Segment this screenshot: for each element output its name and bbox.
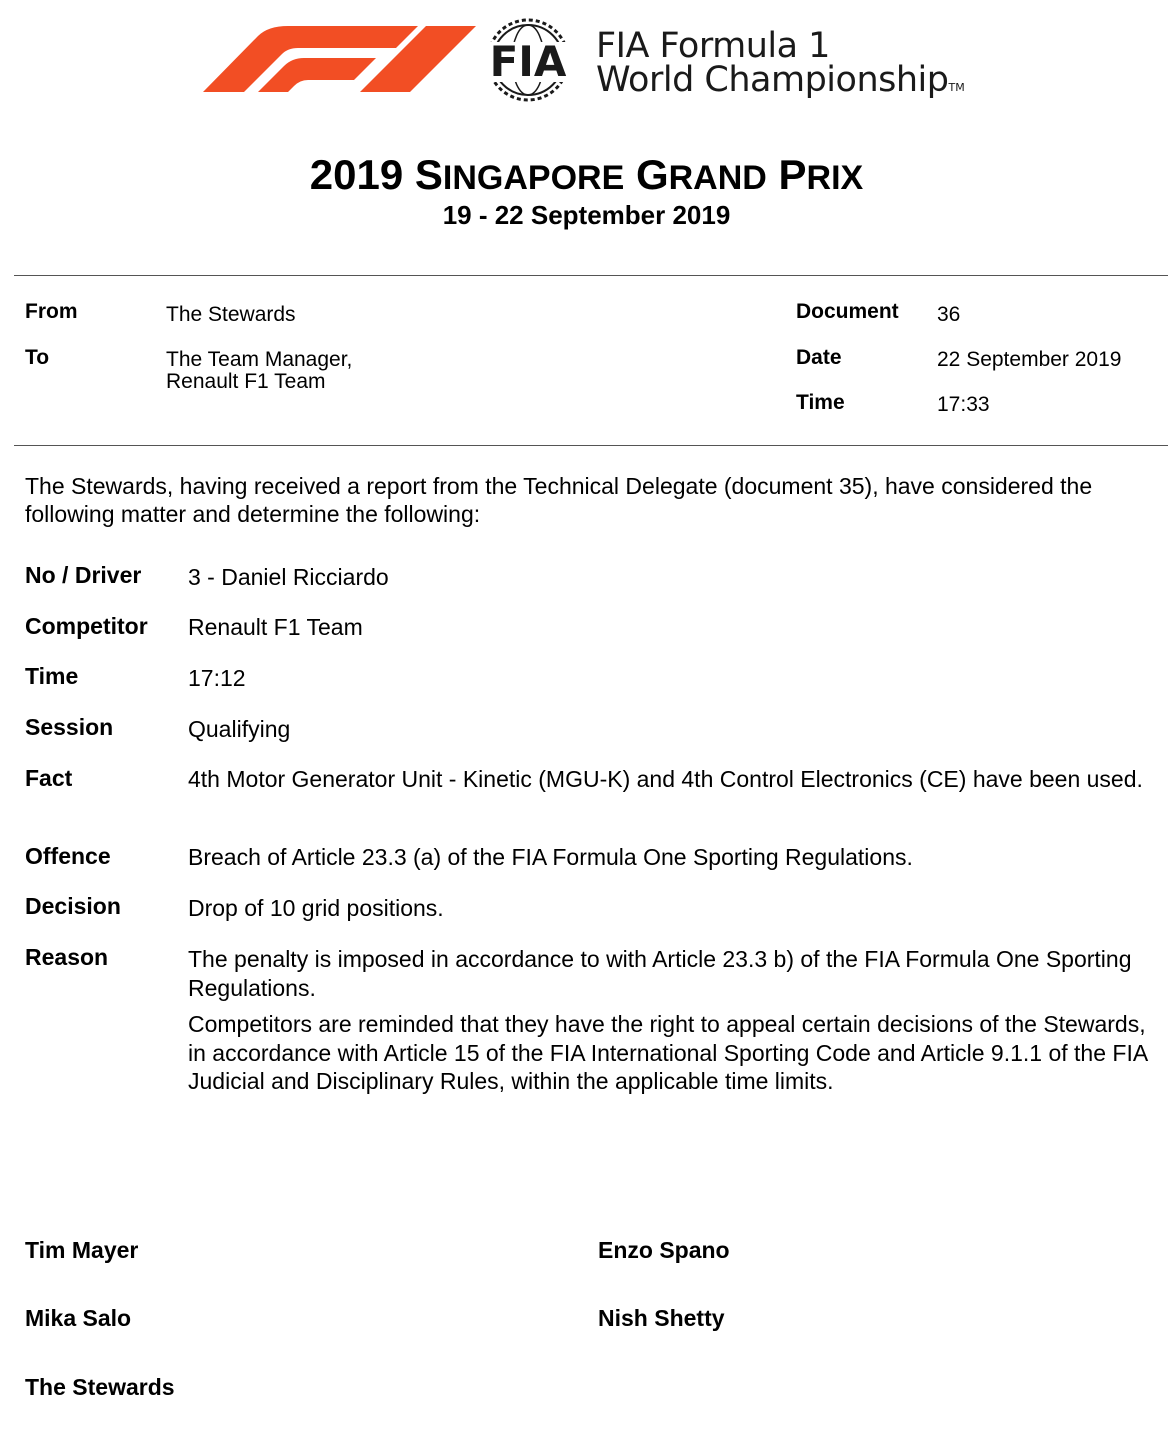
date-label: Date	[796, 346, 842, 369]
steward-name: Enzo Spano	[598, 1237, 730, 1263]
divider-bottom	[14, 445, 1168, 446]
event-dates: 19 - 22 September 2019	[442, 200, 731, 230]
logo-line-2-text: World Championship	[596, 60, 949, 100]
logo-line-2	[596, 60, 965, 100]
incident-time-value: 17:12	[188, 665, 246, 691]
fia-f1-logo	[200, 18, 1020, 108]
driver-label: No / Driver	[25, 562, 142, 588]
document-label: Document	[796, 300, 899, 323]
fact-label: Fact	[25, 765, 73, 791]
appeal-note: Competitors are reminded that they have the right to appeal certain decisions of the Stewards, in accordance with Article 15 of the FIA International Sporting Code and Article 9.1.1 of the FIA Judicial and Disciplinary Rules, within the applicable time limits.	[188, 1011, 1147, 1094]
intro-paragraph: The Stewards, having received a report from the Technical Delegate (document 35), have considered the following matter and determine the following:	[25, 473, 1093, 527]
steward-name: Nish Shetty	[598, 1305, 725, 1331]
logo-line-1: FIA Formula 1	[596, 26, 830, 66]
competitor-label: Competitor	[25, 613, 148, 639]
competitor-value: Renault F1 Team	[188, 614, 363, 640]
fact-value: 4th Motor Generator Unit - Kinetic (MGU-K) and 4th Control Electronics (CE) have been used.	[188, 766, 1143, 792]
steward-name: Tim Mayer	[25, 1237, 139, 1263]
reason-label: Reason	[25, 944, 109, 970]
session-label: Session	[25, 714, 114, 740]
to-label: To	[25, 346, 50, 369]
to-value-line-2: Renault F1 Team	[166, 370, 326, 393]
from-label: From	[25, 300, 78, 323]
driver-value: 3 - Daniel Ricciardo	[188, 564, 389, 590]
to-value-line-1: The Team Manager,	[166, 348, 353, 371]
steward-name: Mika Salo	[25, 1305, 132, 1331]
date-value: 22 September 2019	[937, 348, 1122, 371]
event-title: 2019 SINGAPORE GRAND PRIX	[309, 151, 864, 198]
divider-top	[14, 275, 1168, 276]
document-value: 36	[937, 303, 961, 326]
trademark-mark: TM	[948, 81, 965, 94]
fia-emblem-icon	[472, 18, 590, 106]
session-value: Qualifying	[188, 716, 291, 742]
fia-emblem-text: FIA	[489, 37, 567, 86]
offence-value: Breach of Article 23.3 (a) of the FIA Formula One Sporting Regulations.	[188, 844, 913, 870]
offence-label: Offence	[25, 843, 111, 869]
from-value: The Stewards	[166, 303, 296, 326]
time-value: 17:33	[937, 393, 990, 416]
decision-label: Decision	[25, 893, 121, 919]
f1-mark-shape	[258, 58, 376, 92]
decision-value: Drop of 10 grid positions.	[188, 895, 444, 921]
time-label: Time	[796, 391, 845, 414]
signature-closing: The Stewards	[25, 1374, 175, 1400]
incident-time-label: Time	[25, 663, 79, 689]
reason-value: The penalty is imposed in accordance to with Article 23.3 b) of the FIA Formula One Sporting Regulations.	[188, 946, 1132, 1001]
